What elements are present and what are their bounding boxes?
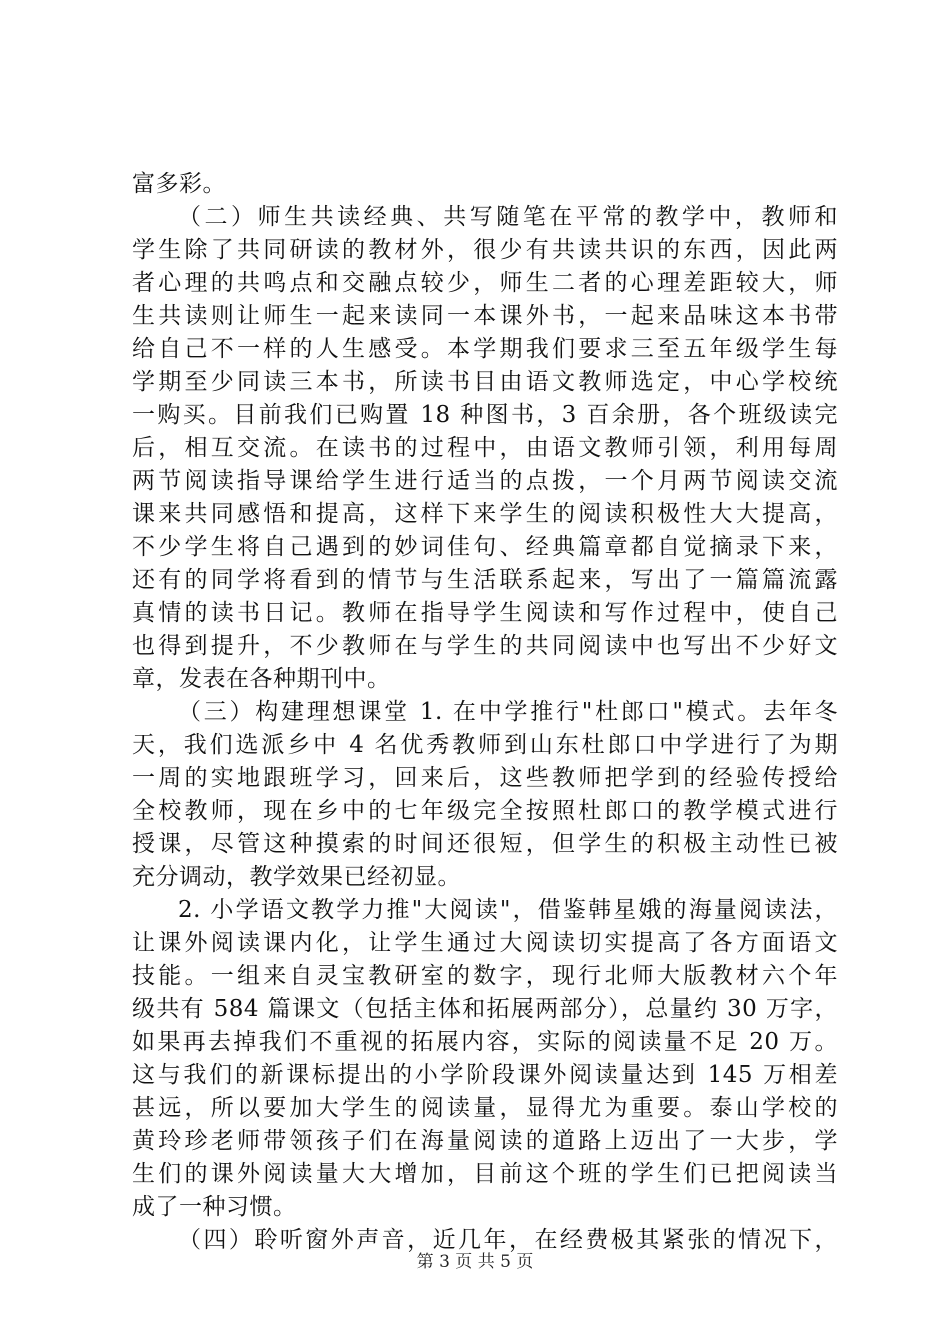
text-line: 章，发表在各种期刊中。 xyxy=(132,666,391,692)
text-line: 全校教师，现在乡中的七年级完全按照杜郎口的教学模式进行 xyxy=(132,798,838,824)
text-line: 这与我们的新课标提出的小学阶段课外阅读量达到 145 万相差 xyxy=(132,1062,838,1088)
text-line: 后，相互交流。在读书的过程中，由语文教师引领，利用每周 xyxy=(132,435,838,461)
text-line: 真情的读书日记。教师在指导学生阅读和写作过程中，使自己 xyxy=(132,600,838,626)
text-line: 富多彩。 xyxy=(132,171,226,197)
paragraph-start-line: （二）师生共读经典、共写随笔在平常的教学中，教师和 xyxy=(178,204,838,230)
text-line: 级共有 584 篇课文（包括主体和拓展两部分），总量约 30 万字， xyxy=(132,996,838,1022)
text-line: 生共读则让师生一起来读同一本课外书，一起来品味这本书带 xyxy=(132,303,838,329)
paragraph-start-line: （四）聆听窗外声音，近几年，在经费极其紧张的情况下， xyxy=(178,1227,838,1253)
text-line: 授课，尽管这种摸索的时间还很短，但学生的积极主动性已被 xyxy=(132,831,838,857)
page-footer: 第 3 页 共 5 页 xyxy=(416,1252,534,1272)
text-line: 给自己不一样的人生感受。本学期我们要求三至五年级学生每 xyxy=(132,336,838,362)
text-line: 学期至少同读三本书，所读书目由语文教师选定，中心学校统 xyxy=(132,369,838,395)
text-line: 天，我们选派乡中 4 名优秀教师到山东杜郎口中学进行了为期 xyxy=(132,732,838,758)
text-line: 也得到提升，不少教师在与学生的共同阅读中也写出不少好文 xyxy=(132,633,838,659)
text-line: 还有的同学将看到的情节与生活联系起来，写出了一篇篇流露 xyxy=(132,567,838,593)
text-line: 不少学生将自己遇到的妙词佳句、经典篇章都自觉摘录下来， xyxy=(132,534,838,560)
text-line: 生们的课外阅读量大大增加，目前这个班的学生们已把阅读当 xyxy=(132,1161,838,1187)
paragraph-start-line: （三）构建理想课堂 1. 在中学推行"杜郎口"模式。去年冬 xyxy=(178,699,838,725)
text-line: 黄玲珍老师带领孩子们在海量阅读的道路上迈出了一大步，学 xyxy=(132,1128,838,1154)
text-line: 学生除了共同研读的教材外，很少有共读共识的东西，因此两 xyxy=(132,237,838,263)
text-line: 者心理的共鸣点和交融点较少，师生二者的心理差距较大，师 xyxy=(132,270,838,296)
text-line: 如果再去掉我们不重视的拓展内容，实际的阅读量不足 20 万。 xyxy=(132,1029,838,1055)
text-line: 成了一种习惯。 xyxy=(132,1194,297,1220)
document-body xyxy=(132,168,838,1257)
text-line: 充分调动，教学效果已经初显。 xyxy=(132,864,461,890)
text-line: 两节阅读指导课给学生进行适当的点拨，一个月两节阅读交流 xyxy=(132,468,838,494)
text-line: 一周的实地跟班学习，回来后，这些教师把学到的经验传授给 xyxy=(132,765,838,791)
paragraph-start-line: 2. 小学语文教学力推"大阅读"，借鉴韩星娥的海量阅读法， xyxy=(178,897,838,923)
text-line: 技能。一组来自灵宝教研室的数字，现行北师大版教材六个年 xyxy=(132,963,838,989)
text-line: 课来共同感悟和提高，这样下来学生的阅读积极性大大提高， xyxy=(132,501,838,527)
text-line: 让课外阅读课内化，让学生通过大阅读切实提高了各方面语文 xyxy=(132,930,838,956)
text-line: 甚远，所以要加大学生的阅读量，显得尤为重要。泰山学校的 xyxy=(132,1095,838,1121)
text-line: 一购买。目前我们已购置 18 种图书，3 百余册，各个班级读完 xyxy=(132,402,838,428)
